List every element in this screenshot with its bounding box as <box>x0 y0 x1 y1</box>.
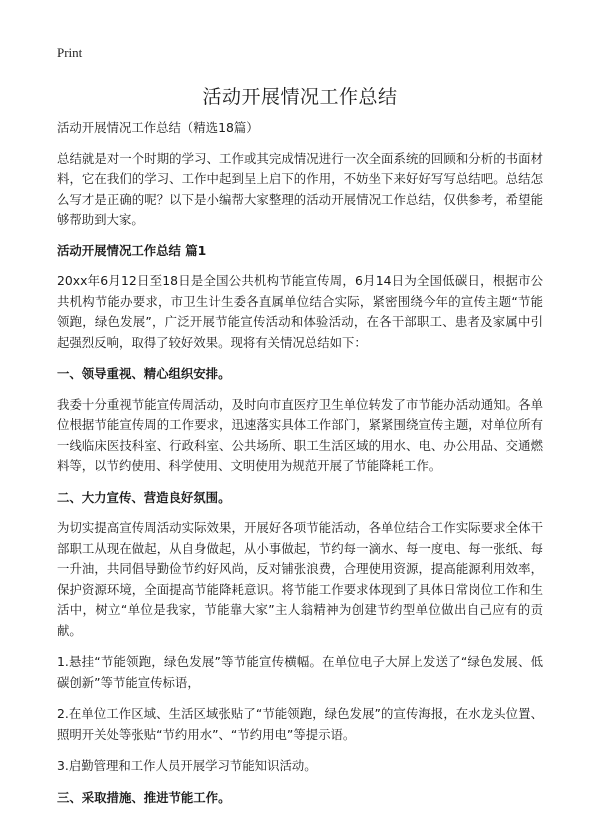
heading-publicity: 二、大力宣传、营造良好氛围。 <box>57 489 231 505</box>
section-heading: 活动开展情况工作总结 篇1 <box>57 242 207 258</box>
intro-paragraph: 总结就是对一个时期的学习、工作或其完成情况进行一次全面系统的回顾和分析的书面材料，它在我们的学习、工作中起到呈上启下的作用，不妨坐下来好好写写总结吧。总结怎么写才是正确的呢？以下是小编帮大家整理的活动开展情况工作总结，仅供参考，希望能够帮助到大家。 <box>57 150 543 227</box>
paragraph-leadership: 我委十分重视节能宣传周活动，及时向市直医疗卫生单位转发了市节能办活动通知。各单位根据节能宣传周的工作要求，迅速落实具体工作部门，紧紧围绕宣传主题，对单位所有一线临床医技科室、行政科室、公共场所、职工生活区域的用水、电、办公用品、交通燃料等，以节约使用、科学使用、文明使用为规范开展了节能降耗工作。 <box>57 396 543 473</box>
document-subtitle: 活动开展情况工作总结（精选18篇） <box>57 120 259 135</box>
paragraph-publicity: 为切实提高宣传周活动实际效果，开展好各项节能活动，各单位结合工作实际要求全体干部职工从现在做起，从自身做起，从小事做起，节约每一滴水、每一度电、每一张纸、每一升油，共同倡导勤俭节约好风尚，反对铺张浪费，合理使用资源，提高能源利用效率，保护资源环境，全面提高节能降耗意识。将节能工作要求体现到了具体日常岗位工作和生活中，树立“单位是我家，节能靠大家”主人翁精神为创建节约型单位做出自己应有的贡献。 <box>57 520 543 638</box>
paragraph-overview: 20xx年6月12日至18日是全国公共机构节能宣传周，6月14日为全国低碳日，根据市公共机构节能办要求，市卫生计生委各直属单位结合实际，紧密围绕今年的宣传主题“节能领跑，绿色发展”，广泛开展节能宣传活动和体验活动，在各干部职工、患者及家属中引起强烈反响，取得了较好效果。现将有关情况总结如下： <box>57 273 543 350</box>
list-item-training: 3.启勤管理和工作人员开展学习节能知识活动。 <box>57 758 317 773</box>
document-body <box>57 118 543 818</box>
list-item-banners: 1.悬挂“节能领跑，绿色发展”等节能宣传横幅。在单位电子大屏上发送了“绿色发展、低碳创新”等节能宣传标语， <box>57 654 543 690</box>
print-link[interactable]: Print <box>57 45 83 60</box>
heading-measures: 三、采取措施、推进节能工作。 <box>57 789 231 805</box>
document-title: 活动开展情况工作总结 <box>202 86 398 108</box>
list-item-posters: 2.在单位工作区域、生活区域张贴了“节能领跑，绿色发展”的宣传海报，在水龙头位置、照明开关处等张贴“节约用水”、“节约用电”等提示语。 <box>57 706 543 742</box>
heading-leadership: 一、领导重视、精心组织安排。 <box>57 366 231 381</box>
